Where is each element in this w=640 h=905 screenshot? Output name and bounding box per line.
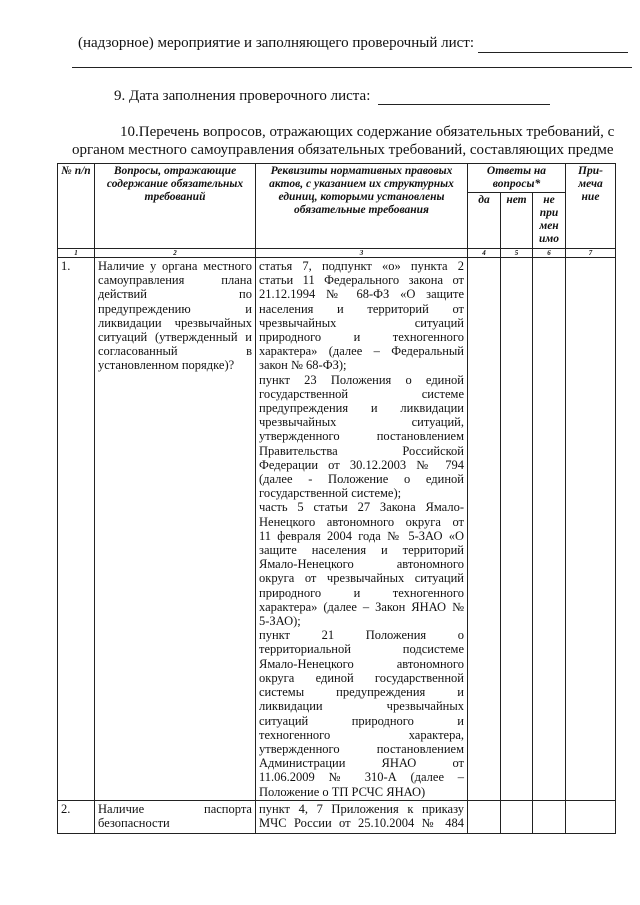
requisites-line: округа от чрезвычайных ситуаций: [259, 571, 464, 586]
requisites-line: статьи 11 Федерального закона от: [259, 273, 464, 288]
col-number: 1: [58, 249, 95, 258]
fill-date-underline: [378, 104, 550, 105]
answer-no-cell[interactable]: [501, 258, 533, 801]
requisites-line: округа единой государственной: [259, 670, 464, 685]
requisites-line: 5-ЗАО);: [259, 614, 301, 629]
requisites-line: Ямало-Ненецкого автономного: [259, 557, 464, 572]
requisites-line: Положение о ТП РСЧС ЯНАО): [259, 784, 426, 799]
requisites-line: Федерации от 30.12.2003 № 794: [259, 457, 464, 472]
answer-yes-cell[interactable]: [468, 258, 501, 801]
item10-line1: 10.Перечень вопросов, отражающих содержание обязательных требований, с: [120, 124, 615, 140]
requisites-line: характера» (далее – Закон ЯНАО №: [259, 599, 464, 614]
requisites-line: часть 5 статьи 27 Закона Ямало-: [259, 500, 464, 515]
question-line: безопасности: [98, 815, 170, 830]
question-cell: [95, 800, 256, 833]
requisites-line: Ненецкого автономного округа от: [259, 514, 464, 529]
question-line: установленном порядке)?: [98, 358, 235, 373]
requisites-line: ликвидации чрезвычайных: [259, 699, 464, 714]
blank-line: [72, 67, 632, 68]
col-number: 7: [566, 249, 616, 258]
question-line: Наличие паспорта: [98, 801, 252, 816]
requisites-line: Правительства Российской: [259, 443, 464, 458]
requisites-line: 21.12.1994 № 68-ФЗ «О защите: [259, 287, 464, 302]
question-line: Наличие у органа местного: [98, 259, 252, 273]
requisites-line: Ямало-Ненецкого автономного: [259, 656, 464, 671]
answer-no-cell[interactable]: [501, 800, 533, 833]
requisites-line: населения и территорий от: [259, 301, 464, 316]
requisites-line: чрезвычайных ситуаций,: [259, 415, 464, 430]
col-question-header: Вопросы, отражающие содержание обязательных требований: [95, 164, 256, 249]
requisites-line: государственной системе: [259, 386, 464, 401]
header-row: [58, 164, 616, 193]
requisites-line: системы предупреждения и: [259, 685, 464, 700]
question-line: согласованный в: [98, 344, 252, 359]
requisites-line: 11 февраля 2004 года № 5-ЗАО «О: [259, 528, 464, 543]
question-line: действий по: [98, 287, 252, 302]
answers-header: Ответы на вопросы*: [468, 164, 566, 193]
answer-yes-header: да: [468, 193, 501, 249]
note-cell[interactable]: [566, 800, 616, 833]
requisites-line: утвержденного постановлением: [259, 429, 464, 444]
answer-na-cell[interactable]: [533, 800, 566, 833]
table-row: [58, 258, 616, 801]
answer-yes-cell[interactable]: [468, 800, 501, 833]
requisites-line: территориальной подсистеме: [259, 642, 464, 657]
fill-date-line: [114, 88, 370, 105]
col-requisites-header: Реквизиты нормативных правовых актов, с указанием их структурных единиц, которыми установлены обязательные требования: [256, 164, 468, 249]
col-number: 4: [468, 249, 501, 258]
requisites-cell: [256, 258, 468, 801]
requisites-line: пункт 23 Положения о единой: [259, 372, 464, 387]
item10-line2: органом местного самоуправления обязательных требований, составляющих предме: [72, 142, 614, 158]
col-number: 2: [95, 249, 256, 258]
inspector-underline: [478, 52, 628, 53]
requisites-line: Администрации ЯНАО от: [259, 756, 464, 771]
requisites-line: природного и техногенного: [259, 330, 464, 345]
requisites-line: характера» (далее – Федеральный: [259, 344, 464, 359]
requisites-line: предупреждения и ликвидации: [259, 401, 464, 416]
answer-na-cell[interactable]: [533, 258, 566, 801]
requisites-line: государственной системе);: [259, 486, 402, 501]
fill-date-label: 9. Дата заполнения проверочного листа:: [114, 88, 371, 104]
inspector-line: [78, 35, 474, 52]
requisites-line: чрезвычайных ситуаций: [259, 315, 464, 330]
requisites-line: техногенного характера,: [259, 727, 464, 742]
requisites-cell: [256, 800, 468, 833]
requisites-line: пункт 21 Положения о: [259, 628, 464, 643]
col-number: 6: [533, 249, 566, 258]
requisites-line: статья 7, подпункт «о» пункта 2: [259, 259, 464, 273]
question-cell: [95, 258, 256, 801]
row-number: 1.: [58, 258, 95, 801]
column-number-row: [58, 249, 616, 258]
requisites-line: МЧС России от 25.10.2004 № 484: [259, 815, 464, 830]
answer-na-header: не при мен имо: [533, 193, 566, 249]
checklist-table: [57, 163, 616, 834]
col-note-header: При- меча ние: [566, 164, 616, 249]
requisites-line: защите населения и территорий: [259, 543, 464, 558]
table-row: [58, 800, 616, 833]
requisites-line: (далее - Положение о единой: [259, 472, 464, 487]
requisites-line: закон № 68-ФЗ);: [259, 358, 347, 373]
note-cell[interactable]: [566, 258, 616, 801]
requisites-line: утвержденного постановлением: [259, 741, 464, 756]
answer-no-header: нет: [501, 193, 533, 249]
requisites-line: ситуаций природного и: [259, 713, 464, 728]
question-line: ситуаций (утвержденный и: [98, 330, 252, 345]
row-number: 2.: [58, 800, 95, 833]
requisites-line: природного и техногенного: [259, 585, 464, 600]
question-line: предупреждению и: [98, 301, 252, 316]
col-number: 3: [256, 249, 468, 258]
col-number: 5: [501, 249, 533, 258]
requisites-line: пункт 4, 7 Приложения к приказу: [259, 801, 464, 816]
col-number-header: № п/п: [58, 164, 95, 249]
question-line: самоуправления плана: [98, 273, 252, 288]
requisites-line: 11.06.2009 № 310-А (далее –: [259, 770, 464, 785]
question-line: ликвидации чрезвычайных: [98, 315, 252, 330]
inspector-label: (надзорное) мероприятие и заполняющего проверочный лист:: [78, 35, 474, 51]
